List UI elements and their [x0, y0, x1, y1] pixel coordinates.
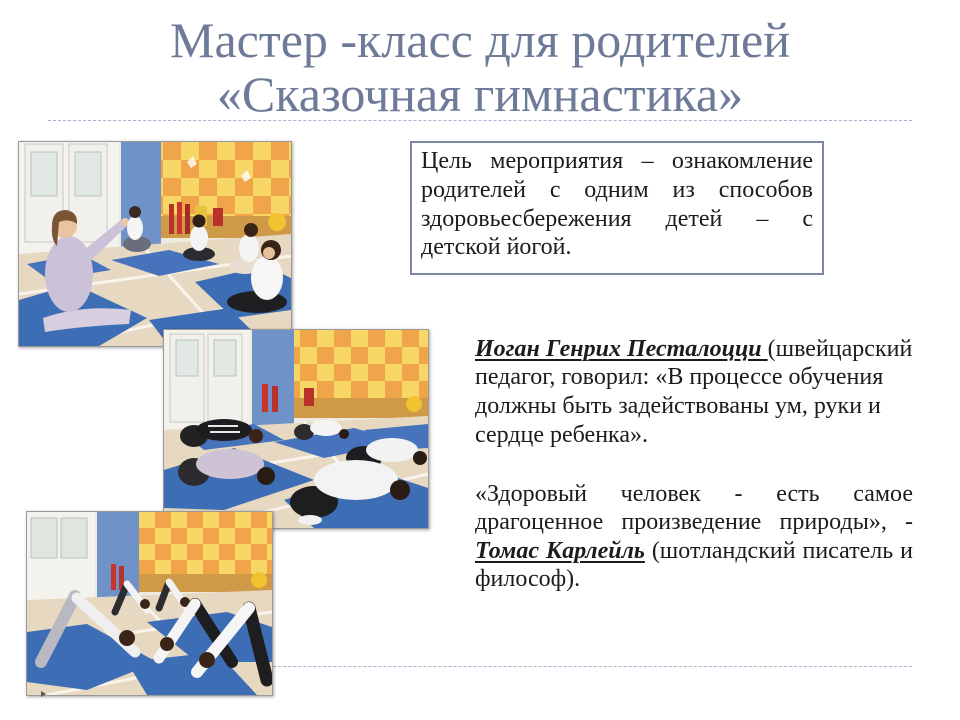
quote-line — [475, 335, 913, 364]
goal-text-box — [410, 141, 824, 275]
corner-marker-icon — [41, 691, 46, 697]
photo-downward-dog-exercise — [26, 511, 273, 696]
slide-title — [0, 13, 960, 121]
slide-title-line-2: «Сказочная гимнастика» — [216, 66, 744, 122]
quote-author-pestalozzi: Иоган Генрих Песталоцци — [475, 335, 768, 362]
quote-line: сердце ребенка». — [475, 421, 648, 448]
quote-line — [475, 537, 913, 566]
quote-author-carlyle: Томас Карлейль — [475, 537, 645, 564]
goal-line: родителей с одним из способов — [421, 176, 813, 203]
photo-child-pose-exercise — [163, 329, 429, 529]
quote-text: (шотландский писатель и — [644, 537, 913, 564]
goal-line: здоровьесбережения детей – с — [421, 205, 813, 232]
photo-seated-exercise — [18, 141, 292, 347]
quotes-block — [475, 335, 913, 594]
quote-text: (швейцарский — [767, 335, 913, 362]
quote-line: педагог, говорил: «В процессе обучения — [475, 364, 884, 391]
quote-carlyle — [475, 480, 913, 594]
goal-line: детской йогой. — [421, 234, 572, 261]
quote-pestalozzi — [475, 335, 913, 450]
quote-line: должны быть задействованы ум, руки и — [475, 393, 881, 420]
quote-line: философ). — [475, 566, 581, 593]
quote-line: «Здоровый человек - есть самое — [475, 480, 913, 507]
quote-line: драгоценное произведение природы», - — [475, 509, 913, 536]
slide-title-line-1: Мастер -класс для родителей — [170, 12, 790, 68]
goal-line: Цель мероприятия – ознакомление — [421, 148, 813, 174]
